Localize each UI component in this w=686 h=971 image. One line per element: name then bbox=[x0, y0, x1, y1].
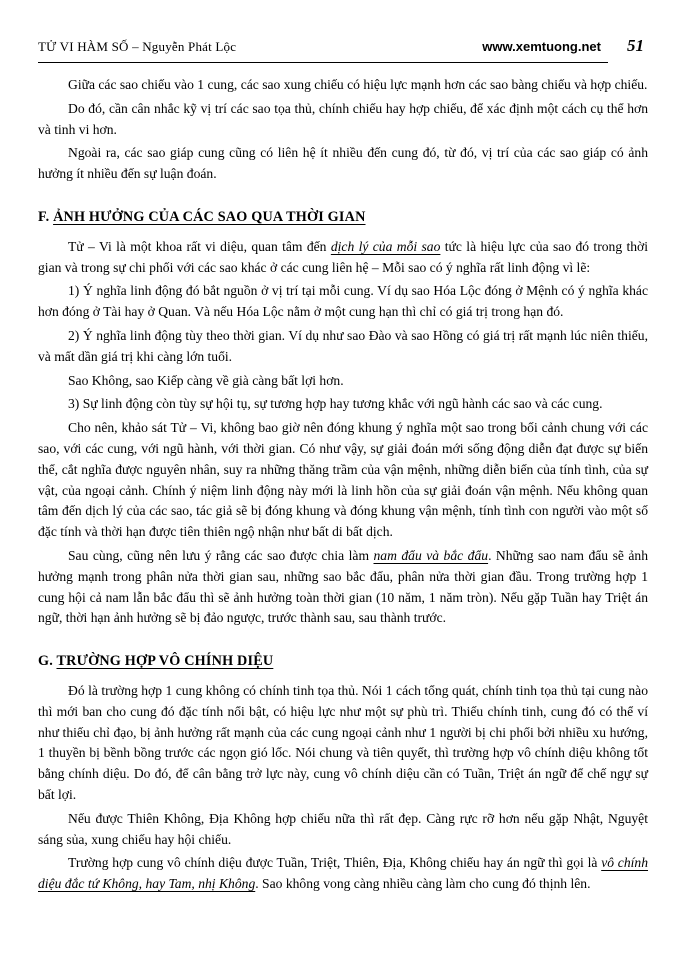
text-run: 3) Sự linh động còn tùy sự hội tụ, sự tương hợp hay tương khắc với ngũ hành các sao và các cung. bbox=[68, 396, 603, 412]
book-title: TỬ VI HÀM SỐ – Nguyễn Phát Lộc bbox=[38, 39, 237, 54]
text-run: tức là hiệu lực của sao đó trong thời gian và trong sự chi phối với các sao khác ở các cung liên hệ – Mỗi sao có ý nghĩa rất linh động vì lẽ: bbox=[38, 238, 649, 275]
text-run: . Sao không vong càng nhiều càng làm cho cung đó thịnh lên. bbox=[255, 876, 591, 892]
text-run: . Những sao nam đẩu sẽ ảnh hưởng mạnh trong phân nửa thời gian sau, những sao bắc đẩu, phân nửa thời gian đầu. Trong trường hợp 1 cung hội cả nam lẫn bắc đẩu thì sẽ ảnh hưởng toàn thời gian (10 năm, 1 năm tròn). Nếu gặp Tuần hay Triệt án ngữ, thời hạn ảnh hưởng sẽ bị đảo ngược, trước thành sau, sau thành trước. bbox=[38, 547, 648, 626]
emphasis-run: nam đẩu và bắc đẩu bbox=[373, 547, 489, 563]
text-run: Giữa các sao chiếu vào 1 cung, các sao xung chiếu có hiệu lực mạnh hơn các sao bàng chiếu và hợp chiếu. bbox=[68, 77, 648, 92]
body-paragraph bbox=[38, 853, 648, 895]
emphasis-run: vô chính diệu đắc tứ Không, hay Tam, nhị Không bbox=[38, 855, 649, 892]
page-content bbox=[38, 75, 648, 895]
text-run: Ngoài ra, các sao giáp cung cũng có liên hệ ít nhiều đến cung đó, từ đó, vị trí của các sao giáp có ảnh hưởng ít nhiều đến sự luận đoán. bbox=[38, 145, 648, 182]
text-run: Sao Không, sao Kiếp càng về già càng bất lợi hơn. bbox=[68, 372, 344, 388]
page-number: 51 bbox=[627, 36, 644, 55]
text-run: Đó là trường hợp 1 cung không có chính tinh tọa thủ. Nói 1 cách tổng quát, chính tinh tọa thủ tại cung nào thì mới ban cho cung đó đặc tính nổi bật, có hiệu lực như một sự phù trì. Thiếu chính tinh, cung đó có thể ví như thiếu chỉ đạo, bị ảnh hưởng rất mạnh của các cung ngoại cảnh như 1 người bị chi phối bởi nhiều xu hướng, 1 thuyền bị bềnh bồng trước các ngọn gió lốc. Nói chung và tiên quyết, thì trường hợp vô chính diệu không tốt bằng chính diệu. Do đó, để cân bằng trở lực này, cung vô chính diệu cần có Tuần, Triệt án ngữ để chế ngự sự bất lợi. bbox=[38, 682, 648, 802]
body-paragraph bbox=[38, 809, 648, 851]
body-paragraph bbox=[38, 75, 648, 96]
heading-prefix: F. bbox=[38, 208, 54, 225]
section-heading-g bbox=[38, 651, 648, 672]
text-run: Tử – Vi là một khoa rất vi diệu, quan tâm đến bbox=[68, 238, 331, 254]
page-header bbox=[38, 38, 648, 55]
heading-title: TRƯỜNG HỢP VÔ CHÍNH DIỆU bbox=[56, 653, 274, 670]
text-run: Cho nên, khảo sát Tử – Vi, không bao giờ nên đóng khung ý nghĩa một sao trong bối cảnh chung với các sao, với các cung, với ngũ hành, với thời gian. Có như vậy, sự giải đoán mới sống động diễn đạt được sự biến thể, cắt nghĩa được nguyên nhân, suy ra những thăng trầm của vận mệnh, những diễn biến của tính tình, của sự vật, của ngoại cảnh. Chính ý niệm linh động này mới là linh hồn của sự giải đoán vận mệnh. Nếu không quan tâm đến dịch lý của các sao, tác giả sẽ bị đóng khung và đóng khung vận mệnh, tính tình con người vào một số đặc tính và thời hạn được tiên thiên ngộ nhận như bất di bất dịch. bbox=[38, 420, 648, 540]
text-run: Nếu được Thiên Không, Địa Không hợp chiếu nữa thì rất đẹp. Càng rực rỡ hơn nếu gặp Nhật, Nguyệt sáng sủa, xung chiếu hay hội chiếu. bbox=[38, 810, 648, 847]
body-paragraph bbox=[38, 394, 648, 415]
body-paragraph bbox=[38, 681, 648, 806]
header-rule bbox=[38, 62, 608, 63]
heading-prefix: G. bbox=[38, 653, 57, 670]
text-run: Trường hợp cung vô chính diệu được Tuần, Triệt, Thiên, Địa, Không chiếu hay án ngữ thì gọi là bbox=[68, 855, 602, 871]
text-run: 2) Ý nghĩa linh động tùy theo thời gian. Ví dụ như sao Đào và sao Hồng có giá trị rất mạnh lúc niên thiếu, và mất dần giá trị khi càng lớn tuổi. bbox=[38, 327, 648, 364]
emphasis-run: dịch lý của mỗi sao bbox=[330, 238, 441, 254]
body-paragraph bbox=[38, 418, 648, 543]
body-paragraph bbox=[38, 546, 648, 629]
body-paragraph bbox=[38, 143, 648, 185]
section-heading-f bbox=[38, 207, 648, 228]
body-paragraph bbox=[38, 281, 648, 323]
body-paragraph bbox=[38, 99, 648, 141]
website-url: www.xemtuong.net bbox=[482, 39, 601, 54]
body-paragraph bbox=[38, 237, 648, 279]
text-run: Do đó, cần cân nhắc kỹ vị trí các sao tọa thủ, chính chiếu hay hợp chiếu, để xác định một cách cụ thể hơn và tinh vi hơn. bbox=[38, 100, 648, 137]
body-paragraph bbox=[38, 371, 648, 392]
body-paragraph bbox=[38, 326, 648, 368]
heading-title: ẢNH HƯỞNG CỦA CÁC SAO QUA THỜI GIAN bbox=[53, 208, 366, 225]
text-run: 1) Ý nghĩa linh động đó bắt nguồn ở vị trí tại mỗi cung. Ví dụ sao Hóa Lộc đóng ở Mệnh có ý nghĩa khác hơn đóng ở Tài hay ở Quan. Và nếu Hóa Lộc nằm ở một cung hạn thì chỉ có giá trị trong hạn đó. bbox=[38, 283, 648, 320]
text-run: Sau cùng, cũng nên lưu ý rằng các sao được chia làm bbox=[68, 547, 374, 563]
